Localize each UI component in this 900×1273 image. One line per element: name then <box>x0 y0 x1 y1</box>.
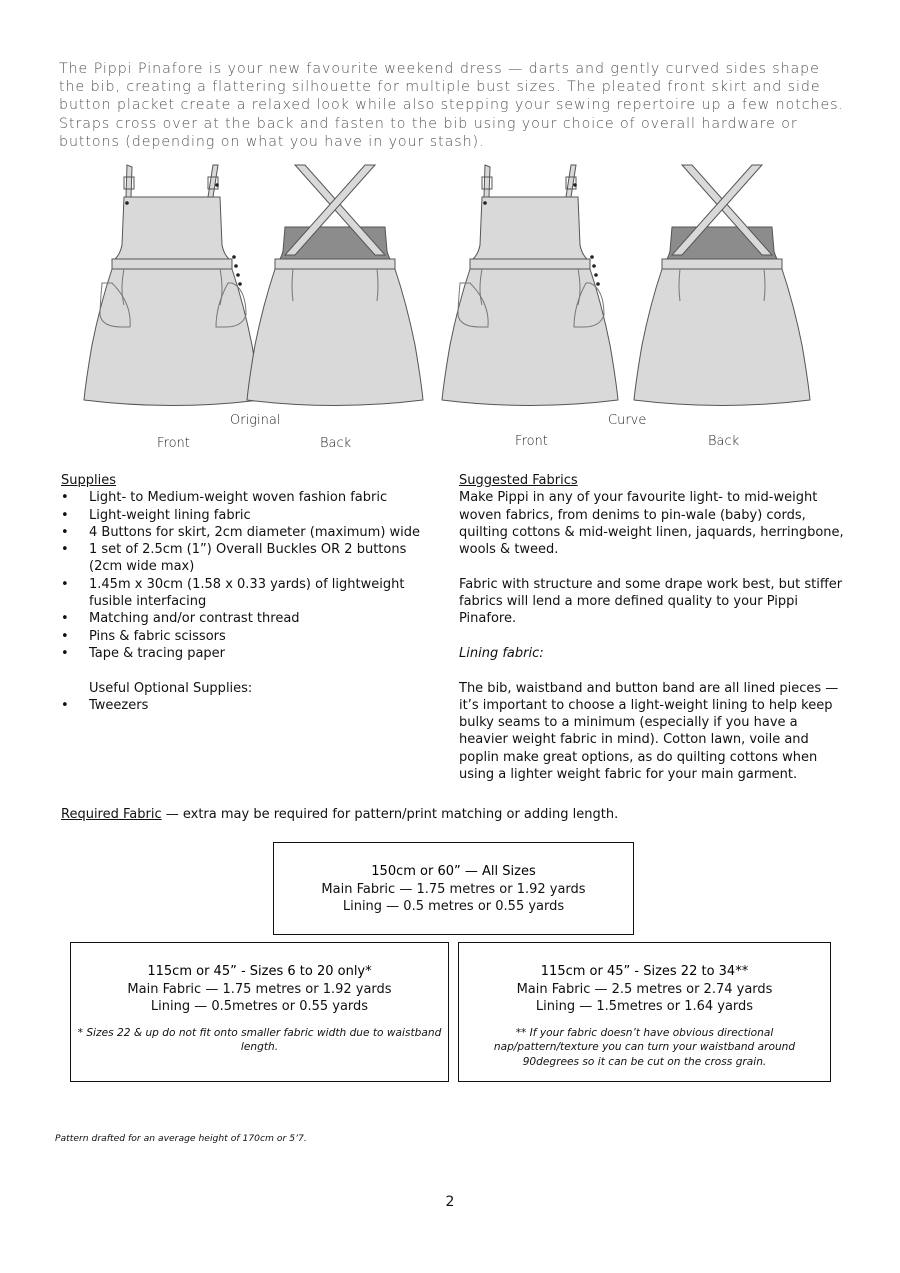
box-main-fabric: Main Fabric — 2.5 metres or 2.74 yards <box>516 981 773 997</box>
box-footnote: ** If your fabric doesn’t have obvious directional nap/pattern/texture you can turn your waistband around 90degrees so it can be cut on the cross grain. <box>493 1026 796 1068</box>
list-item: • Matching and/or contrast thread <box>61 610 441 627</box>
fabrics-paragraph-2: Fabric with structure and some drape work best, but stiffer fabrics will lend a more defined quality to your Pippi Pinafore. <box>459 576 843 627</box>
box-lining: Lining — 1.5metres or 1.64 yards <box>535 999 754 1014</box>
supplies-heading: Supplies <box>61 473 116 488</box>
list-item: • Pins & fabric scissors <box>61 628 441 645</box>
height-note: Pattern drafted for an average height of 170cm or 5’7. <box>55 1133 307 1144</box>
list-item: • 1 set of 2.5cm (1”) Overall Buckles OR 2 buttons (2cm wide max) <box>61 541 441 576</box>
box-heading: 150cm or 60” — All Sizes <box>371 864 536 879</box>
caption-curve-front: Front <box>515 434 548 449</box>
box-lining: Lining — 0.5metres or 0.55 yards <box>150 999 369 1014</box>
box-lining: Lining — 0.5 metres or 0.55 yards <box>342 899 565 914</box>
required-fabric-line <box>61 807 861 822</box>
optional-supplies-list <box>61 697 441 714</box>
box-heading: 115cm or 45” - Sizes 6 to 20 only* <box>147 964 372 979</box>
fabrics-heading: Suggested Fabrics <box>459 473 578 488</box>
caption-original-front: Front <box>157 436 190 451</box>
list-item: • Light-weight lining fabric <box>61 507 441 524</box>
box-heading: 115cm or 45” - Sizes 22 to 34** <box>540 964 749 979</box>
list-item: • Tweezers <box>61 697 441 714</box>
box-main-fabric: Main Fabric — 1.75 metres or 1.92 yards <box>127 981 392 997</box>
required-fabric-text: — extra may be required for pattern/print matching or adding length. <box>161 807 619 822</box>
caption-curve: Curve <box>608 413 647 428</box>
list-item: • 4 Buttons for skirt, 2cm diameter (maximum) wide <box>61 524 441 541</box>
intro-paragraph: The Pippi Pinafore is your new favourite weekend dress — darts and gently curved sides shape the bib, creating a flattering silhouette for multiple bust sizes. The pleated front skirt and side button placket create a relaxed look while also stepping your sewing repertoire up a few notches. Straps cross over at the back and fasten to the bib using your choice of overall hardware or buttons (depending on what you have in your stash). <box>59 61 844 150</box>
fabrics-paragraph-1: Make Pippi in any of your favourite light- to mid-weight woven fabrics, from denims to pin-wale (baby) cords, quilting cottons & mid-weight linen, jaquards, herringbone, wools & tweed. <box>459 490 844 558</box>
caption-original-back: Back <box>320 436 352 451</box>
supplies-section <box>61 472 441 714</box>
optional-supplies-heading: Useful Optional Supplies: <box>89 680 253 696</box>
fabric-box-115cm-large <box>458 942 831 1082</box>
lining-heading: Lining fabric: <box>459 645 544 661</box>
supplies-list <box>61 489 441 662</box>
box-footnote: * Sizes 22 & up do not fit onto smaller fabric width due to waistband length. <box>77 1026 442 1053</box>
list-item: • Tape & tracing paper <box>61 645 441 662</box>
box-main-fabric: Main Fabric — 1.75 metres or 1.92 yards <box>321 881 586 897</box>
caption-original: Original <box>230 413 281 428</box>
pinafore-illustrations <box>0 155 900 455</box>
lining-paragraph: The bib, waistband and button band are all lined pieces — it’s important to choose a light-weight lining to help keep bulky seams to a minimum (especially if you have a heavier weight fabric in mind). Cotton lawn, voile and poplin make great options, as do quilting cottons when using a lighter weight fabric for your main garment. <box>459 680 839 783</box>
required-fabric-heading: Required Fabric <box>61 807 162 822</box>
list-item: • Light- to Medium-weight woven fashion fabric <box>61 489 441 506</box>
caption-curve-back: Back <box>708 434 740 449</box>
page-number: 2 <box>445 1194 455 1210</box>
list-item: • 1.45m x 30cm (1.58 x 0.33 yards) of lightweight fusible interfacing <box>61 576 441 611</box>
fabric-box-150cm <box>273 842 634 935</box>
fabric-box-115cm-small <box>70 942 449 1082</box>
garment-drawings <box>0 155 900 455</box>
fabrics-section <box>459 472 844 783</box>
